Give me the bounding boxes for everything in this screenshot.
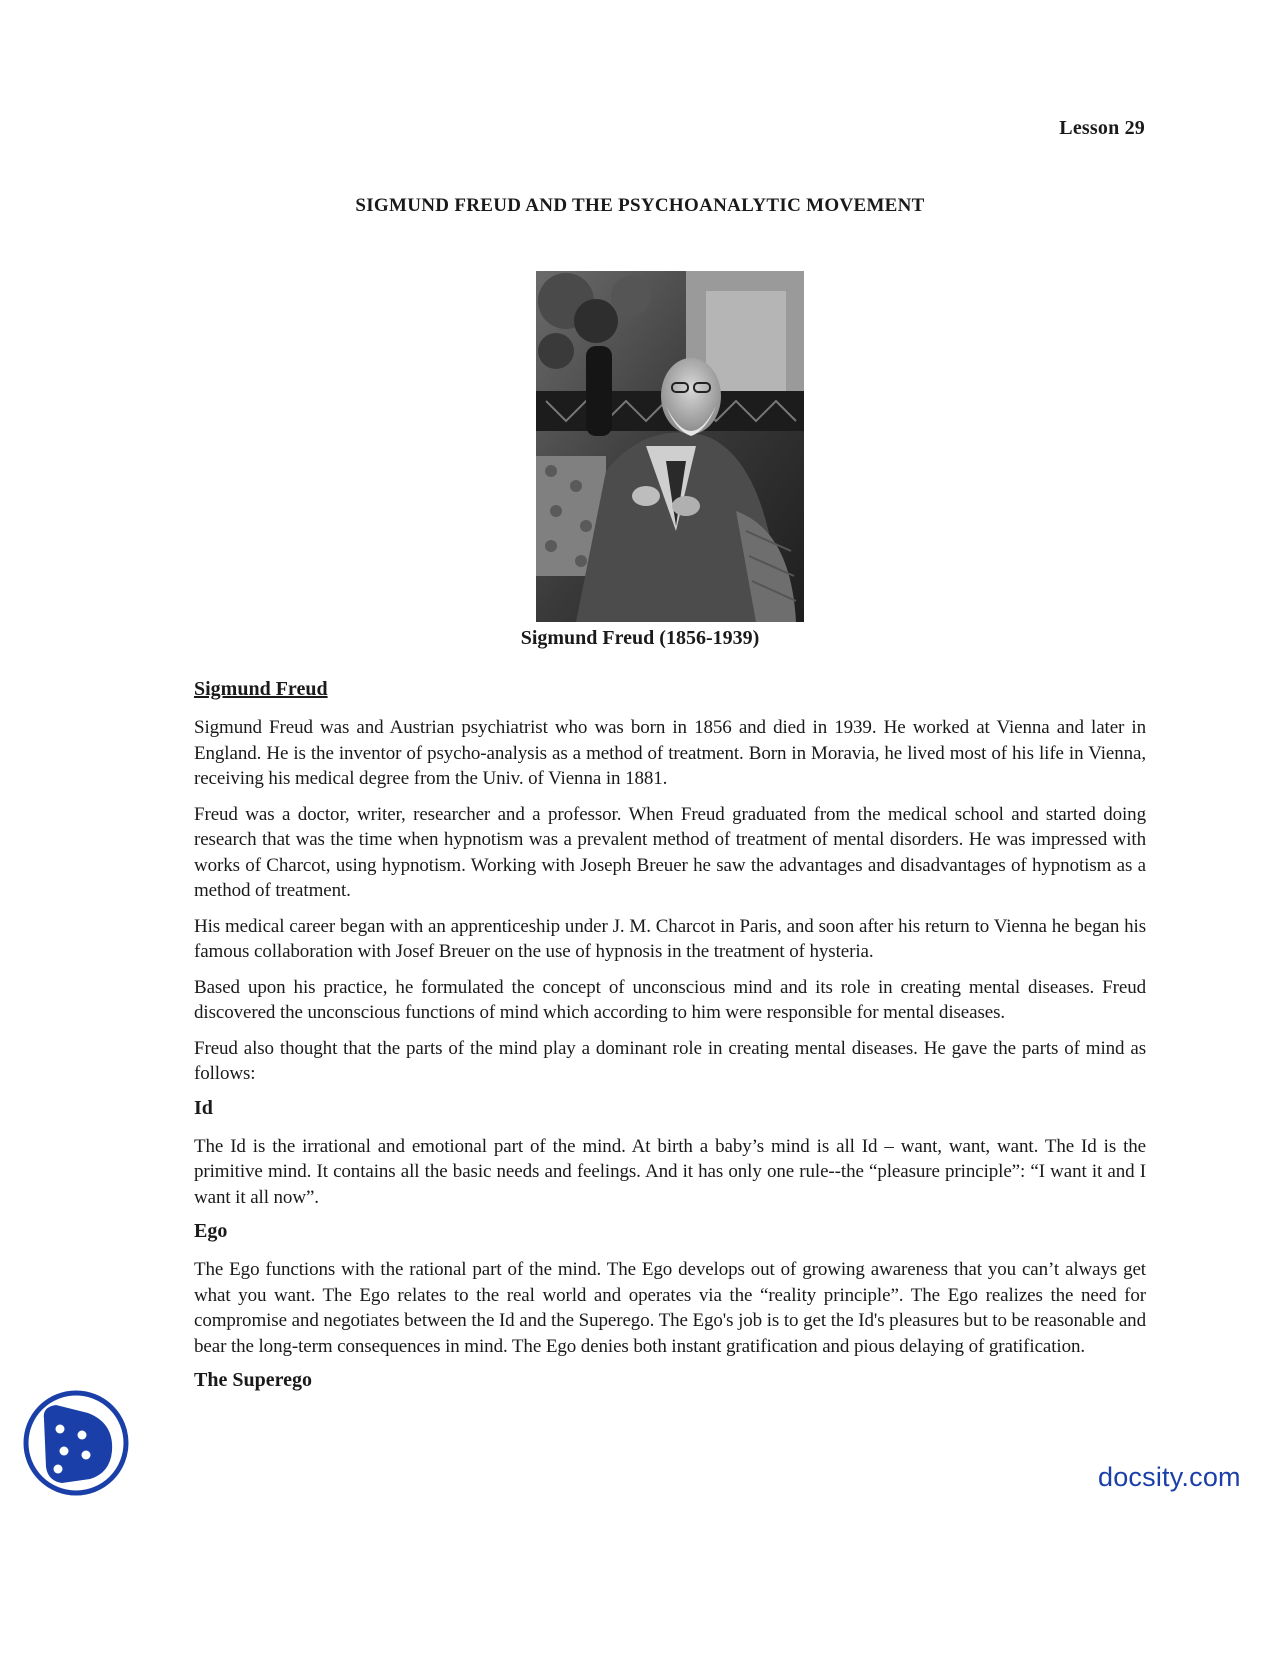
paragraph: The Id is the irrational and emotional part of the mind. At birth a baby’s mind is all Id – want, want, want. The Id is the primitive mind. It contains all the basic needs and feelings. And it has only one rule--the “pleasure principle”: “I want it and I want it all now”. [194,1135,1146,1208]
docsity-logo-icon [22,1389,130,1497]
photo-caption: Sigmund Freud (1856-1939) [520,627,760,649]
docsity-watermark[interactable]: docsity.com [1098,1462,1241,1492]
document-body [194,678,1146,1406]
section-heading-sigmund-freud: Sigmund Freud [194,678,328,700]
freud-portrait-photo [536,271,804,622]
paragraph: His medical career began with an apprenticeship under J. M. Charcot in Paris, and soon after his return to Vienna he began his famous collaboration with Josef Breuer on the use of hypnosis in the treatment of hysteria. [194,915,1146,962]
section-heading-id: Id [194,1096,213,1119]
paragraph: Sigmund Freud was and Austrian psychiatrist who was born in 1856 and died in 1939. He worked at Vienna and later in England. He is the inventor of psycho-analysis as a method of treatment. Born in Moravia, he lived most of his life in Vienna, receiving his medical degree from the Univ. of Vienna in 1881. [194,717,1146,789]
section-heading-superego: The Superego [194,1369,312,1391]
paragraph: Freud was a doctor, writer, researcher and a professor. When Freud graduated from the medical school and started doing research that was the time when hypnotism was a prevalent method of treatment of mental disorders. He was impressed with works of Charcot, using hypnotism. Working with Joseph Breuer he saw the advantages and disadvantages of hypnotism as a method of treatment. [194,803,1146,901]
paragraph: Freud also thought that the parts of the mind play a dominant role in creating mental diseases. He gave the parts of mind as follows: [194,1037,1146,1084]
document-title: SIGMUND FREUD AND THE PSYCHOANALYTIC MOVEMENT [355,195,925,216]
paragraph: Based upon his practice, he formulated the concept of unconscious mind and its role in creating mental diseases. Freud discovered the unconscious functions of mind which according to him were responsible for mental diseases. [194,976,1146,1023]
paragraph: The Ego functions with the rational part of the mind. The Ego develops out of growing awareness that you can’t always get what you want. The Ego relates to the real world and operates via the “reality principle”. The Ego realizes the need for compromise and negotiates between the Id and the Superego. The Ego's job is to get the Id's pleasures but to be reasonable and bear the long-term consequences in mind. The Ego denies both instant gratification and pious delaying of gratification. [194,1259,1146,1357]
lesson-number: Lesson 29 [1059,117,1145,139]
section-heading-ego: Ego [194,1220,228,1242]
